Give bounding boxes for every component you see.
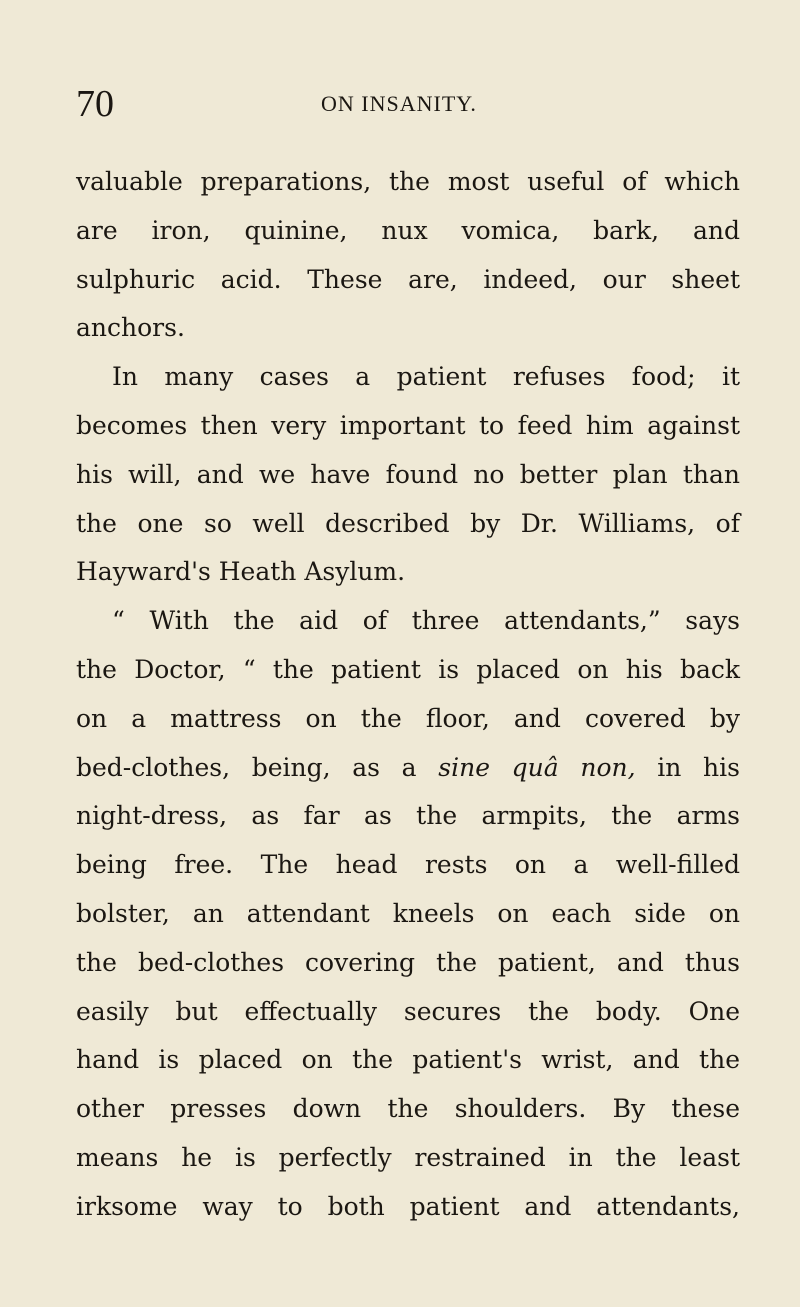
- text-line-4: anchors.: [76, 313, 185, 343]
- text-line-7: his will, and we have found no better plan than: [76, 459, 740, 489]
- text-line-22: irksome way to both patient and attendants,: [76, 1191, 740, 1221]
- text-line-9: Hayward's Heath Asylum.: [76, 557, 406, 587]
- text-line-19: hand is placed on the patient's wrist, and the: [76, 1045, 740, 1075]
- text-line-3: sulphuric acid. These are, indeed, our sheet: [76, 264, 740, 294]
- text-line-17: the bed-clothes covering the patient, and thus: [76, 947, 740, 977]
- text-line-16: bolster, an attendant kneels on each side on: [76, 898, 740, 928]
- page-number: 70: [76, 83, 114, 125]
- text-line-20: other presses down the shoulders. By these: [76, 1094, 740, 1124]
- running-head: ON INSANITY.: [321, 91, 477, 116]
- text-line-13-start: bed-clothes, being, as a: [76, 752, 439, 782]
- text-line-15: being free. The head rests on a well-filled: [76, 850, 740, 880]
- text-line-14: night-dress, as far as the armpits, the arms: [76, 801, 740, 831]
- text-line-8: the one so well described by Dr. Williams, of: [76, 508, 740, 538]
- text-line-5: In many cases a patient refuses food; it: [112, 362, 740, 392]
- text-line-10: “ With the aid of three attendants,” says: [112, 606, 740, 636]
- text-line-12: on a mattress on the floor, and covered by: [76, 703, 740, 733]
- text-line-11: the Doctor, “ the patient is placed on his back: [76, 654, 740, 684]
- text-line-21: means he is perfectly restrained in the least: [76, 1142, 740, 1172]
- latin-phrase: sine quâ non,: [438, 752, 636, 782]
- text-line-2: are iron, quinine, nux vomica, bark, and: [76, 215, 740, 245]
- text-line-13: [76, 744, 740, 793]
- body-text: [76, 158, 740, 1232]
- page-header: [76, 82, 740, 130]
- text-line-6: becomes then very important to feed him against: [76, 410, 740, 440]
- text-line-18: easily but effectually secures the body. One: [76, 996, 740, 1026]
- text-line-13-end: in his: [635, 752, 740, 782]
- text-line-1: valuable preparations, the most useful of which: [76, 167, 740, 196]
